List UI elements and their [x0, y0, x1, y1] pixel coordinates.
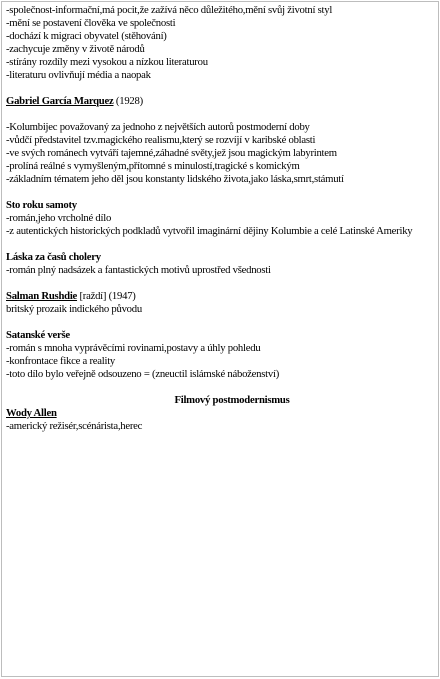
marquez-line: -ve svých románech vytváří tajemné,záhadné světy,jež jsou magickým labyrintem: [6, 147, 337, 159]
intro-line: -dochází k migraci obyvatel (stěhování): [6, 30, 167, 42]
spacer: [6, 108, 434, 121]
film-line: -americký režisér,scénárista,herec: [6, 420, 143, 432]
work-line: -román plný nadsázek a fantastických motivů uprostřed všednosti: [6, 264, 271, 276]
spacer: [6, 277, 434, 290]
marquez-line: -Kolumbijec považovaný za jednoho z největších autorů postmoderní doby: [6, 121, 310, 133]
spacer: [6, 316, 434, 329]
spacer: [6, 82, 434, 95]
work-line: -konfrontace fikce a reality: [6, 355, 116, 367]
marquez-line: -prolíná reálné s vymyšleným,přítomné s minulostí,tragické s komickým: [6, 160, 300, 172]
work-line: -z autentických historických podkladů vytvořil imaginární dějiny Kolumbie a celé Latinské Ameriky: [6, 225, 413, 237]
spacer: [6, 186, 434, 199]
work-title: Láska za časů cholery: [6, 251, 101, 263]
marquez-line: -základním tématem jeho děl jsou konstanty lidského života,jako láska,smrt,stámutí: [6, 173, 344, 185]
intro-line: -společnost-informační,má pocit,že zažívá něco důležitého,mění svůj životní styl: [6, 4, 333, 16]
work-line: -román s mnoha vyprávěcími rovinami,postavy a úhly pohledu: [6, 342, 261, 354]
work-title: Sto roku samoty: [6, 199, 77, 211]
document-page: [1, 1, 439, 677]
spacer: [6, 238, 434, 251]
intro-line: -zachycuje změny v životě národů: [6, 43, 145, 55]
work-title: Satanské verše: [6, 329, 70, 341]
marquez-line: -vůdčí představitel tzv.magického realismu,který se rozvíjí v karibské oblasti: [6, 134, 316, 146]
author-name: Wody Allen: [6, 407, 57, 419]
intro-line: -literaturu ovlivňují média a naopak: [6, 69, 151, 81]
section-heading: Filmový postmodernismus: [174, 394, 290, 406]
work-line: -toto dílo bylo veřejně odsouzeno = (zneuctil islámské náboženství): [6, 368, 280, 380]
author-name: Salman Rushdie: [6, 290, 78, 302]
author-years: (1928): [113, 95, 143, 107]
author-heading-marquez: [6, 95, 434, 108]
intro-line: -stírány rozdíly mezi vysokou a nízkou literaturou: [6, 56, 208, 68]
rushdie-line: britský prozaik indického původu: [6, 303, 142, 315]
intro-line: -mění se postavení člověka ve společnosti: [6, 17, 176, 29]
spacer: [6, 381, 434, 394]
author-heading-rushdie: [6, 290, 434, 303]
work-line: -román,jeho vrcholné dílo: [6, 212, 112, 224]
author-extra: [raždí] (1947): [77, 290, 136, 302]
author-name: Gabriel García Marquez: [6, 95, 114, 107]
